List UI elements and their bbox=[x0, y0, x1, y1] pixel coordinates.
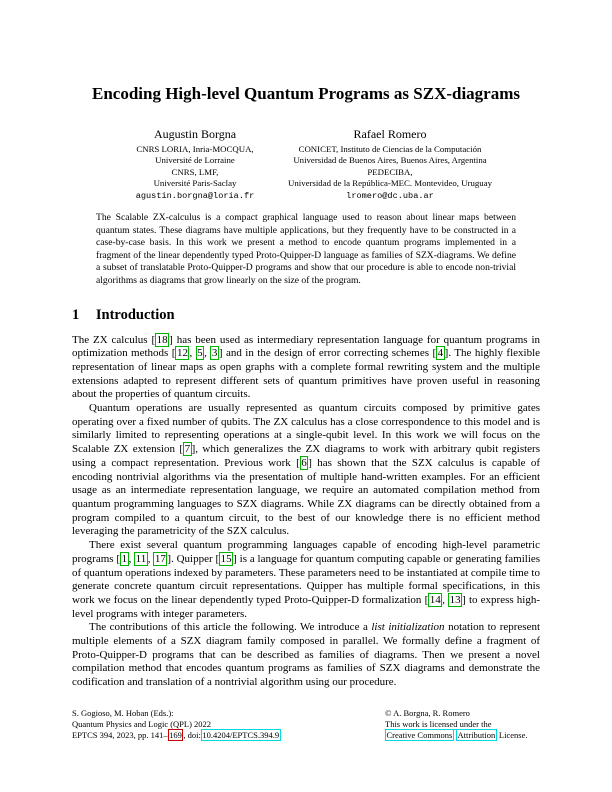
citation-link[interactable]: 11 bbox=[135, 552, 147, 565]
affiliation-line: Universidad de la República-MEC. Montevideo, Uruguay bbox=[288, 177, 492, 188]
paragraph: The contributions of this article the following. We introduce a list initialization notation to represent multiple elements of a SZX diagram family composed in parallel. We formally define a fragment of Proto-Quipper-D programs that can be described as families of diagrams. Then we present a novel compilation method that encodes quantum programs as families of SZX diagrams and demonstrate the codification and translation of a nontrivial algorithm using our procedure. bbox=[72, 621, 541, 689]
citation-link[interactable]: 15 bbox=[220, 552, 232, 565]
paper-title: Encoding High-level Quantum Programs as SZX-diagrams bbox=[91, 84, 521, 103]
paragraph: There exist several quantum programming languages capable of encoding high-level parametric programs [ 1 , 11 , 17 ]. Quipper [ 15 ] is a language for quantum computing capable or generating families of quantum operations indexed by parameters. These parameters need to be instantiated at compile time to generate concrete quantum circuit representations. Quipper has multiple formal specifications, in this work we focus on the linear dependently typed Proto-Quipper-D formalization [ 14 , 13 ] to express high-level programs with integer parameters. bbox=[72, 539, 541, 620]
author-rafael-romero bbox=[250, 127, 530, 202]
citation-link[interactable]: 18 bbox=[156, 333, 168, 346]
paragraph: The ZX calculus [ 18 ] has been used as intermediary representation language for quantum programs in optimization methods [ 12 , 5 , 3 ] and in the design of error correcting schemes [ 4 ]. The highly flexible representation of linear maps as open graphs with a complete formal rewriting system and the multiple extensions adapted to represent different sets of quantum primitives have proven useful in reasoning about the properties of quantum circuits. bbox=[72, 333, 541, 401]
doi-link[interactable]: 10.4204/EPTCS.394.9 bbox=[202, 730, 280, 740]
emphasized-text: list initialization bbox=[371, 621, 445, 634]
attribution-license-link[interactable]: Attribution bbox=[457, 730, 496, 740]
affiliation-line: CNRS LORIA, Inria-MOCQUA, bbox=[136, 144, 254, 154]
citation-link[interactable]: 6 bbox=[301, 456, 307, 469]
author-email: agustin.borgna@loria.fr bbox=[135, 191, 255, 202]
footer-venue: Quantum Physics and Logic (QPL) 2022 bbox=[72, 719, 212, 729]
affiliation-line: Université Paris-Saclay bbox=[153, 177, 237, 188]
affiliation-line: Universidad de Buenos Aires, Buenos Aires, Argentina bbox=[293, 154, 487, 165]
citation-link[interactable]: 3 bbox=[211, 347, 218, 360]
footer-license-info bbox=[385, 708, 527, 741]
footer-editors: S. Gogioso, M. Hoban (Eds.): bbox=[72, 708, 174, 718]
citation-link[interactable]: 17 bbox=[154, 552, 166, 565]
abstract: The Scalable ZX-calculus is a compact graphical language used to reason about linear maps between quantum states. These diagrams have multiple applications, but they frequently have to be constructed in a case-by-case basis. In this work we present a method to encode quantum programs implemented in a fragment of the linear dependently typed Proto-Quipper-D language as families of SZX-diagrams. We define a subset of translatable Proto-Quipper-D programs and show that our procedure is able to encode non-trivial algorithms as diagrams that grow linearly on the size of the program. bbox=[96, 212, 516, 286]
license-link[interactable]: This work is licensed under the bbox=[385, 719, 492, 729]
citation-link[interactable]: 13 bbox=[449, 593, 461, 606]
footer-publication-info bbox=[72, 708, 281, 741]
affiliation-line: Université de Lorraine bbox=[155, 154, 235, 165]
section-number: 1 bbox=[72, 306, 80, 323]
author-name: Augustin Borgna bbox=[153, 127, 237, 141]
citation-link[interactable]: 1 bbox=[121, 552, 128, 565]
section-heading bbox=[72, 306, 540, 324]
footer-license-links: Creative Commons Attribution License. bbox=[386, 730, 528, 740]
footer-eptcs-doi-line: EPTCS 394, 2023, pp. 141– 169 , doi: 10.4204/EPTCS.394.9 bbox=[72, 730, 280, 740]
affiliation-line: CONICET, Instituto de Ciencias de la Computación bbox=[298, 144, 482, 154]
paper-content bbox=[72, 0, 540, 690]
affiliation-line: CNRS, LMF, bbox=[171, 167, 219, 178]
citation-link[interactable]: 14 bbox=[429, 593, 441, 606]
section-title: Introduction bbox=[95, 306, 175, 323]
author-name: Rafael Romero bbox=[353, 127, 427, 141]
citation-link[interactable]: 12 bbox=[176, 347, 188, 360]
author-block bbox=[72, 127, 540, 203]
citation-link[interactable]: 5 bbox=[197, 347, 203, 360]
paragraph: Quantum operations are usually represented as quantum circuits composed by primitive gates operating over a fixed number of qubits. The ZX calculus has a close correspondence to this model and is similarly limited to representing operations at a single-qubit level. In this work we will focus on the Scalable ZX extension [ 7 ], which generalizes the ZX diagrams to work with arbitrary qubit registers using a compact representation. Previous work [ 6 ] has shown that the SZX calculus is capable of encoding nontrivial algorithms via the presentation of multiple hand-written examples. For an efficient usage as an intermediate representation language, we require an automated compilation method from quantum programming languages to SZX diagrams. While ZX diagrams can be directly obtained from a program compiled to a quantum circuit, to the best of our knowledge there is no efficient method leveraging the parametricity of the SZX calculus. bbox=[72, 402, 541, 538]
citation-link[interactable]: 7 bbox=[184, 443, 191, 456]
creative-commons-link[interactable]: Creative Commons bbox=[386, 730, 453, 740]
citation-link[interactable]: 4 bbox=[437, 347, 444, 360]
footer-copyright: © A. Borgna, R. Romero bbox=[385, 708, 470, 718]
author-email: lromero@dc.uba.ar bbox=[346, 191, 434, 202]
page-range-link[interactable]: 169 bbox=[169, 730, 182, 740]
affiliation-line: PEDECIBA, bbox=[367, 167, 413, 178]
